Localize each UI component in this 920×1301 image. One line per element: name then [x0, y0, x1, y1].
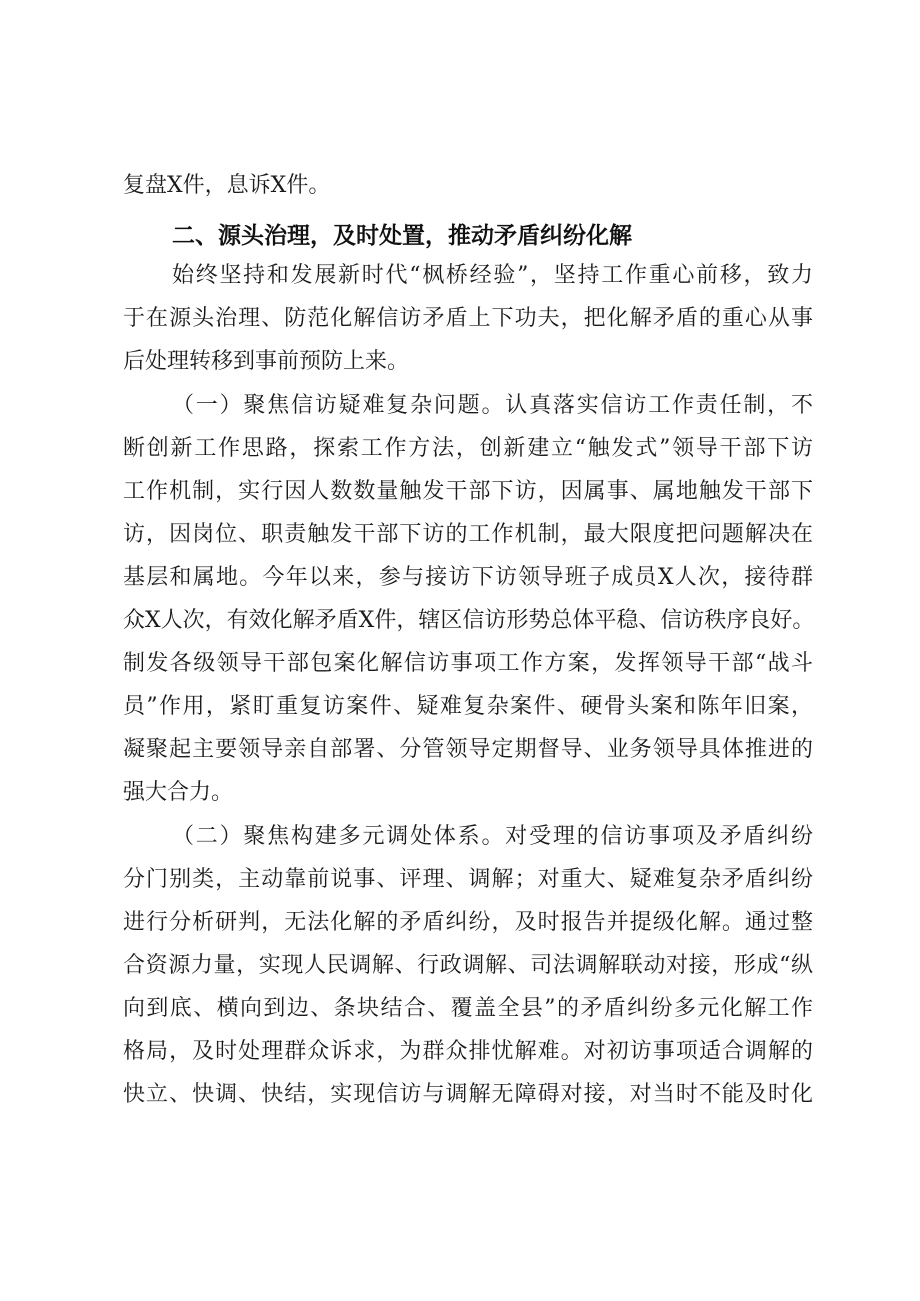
text-line: 断创新工作思路，探索工作方法，创新建立“触发式”领导干部下访: [123, 436, 813, 461]
text-line: 复盘X件，息诉X件。: [123, 173, 331, 198]
text-line: 强大合力。: [123, 780, 234, 805]
text-line: （二）聚焦构建多元调处体系。对受理的信访事项及矛盾纠纷: [172, 824, 813, 849]
text-line: 后处理转移到事前预防上来。: [123, 349, 410, 374]
text-line: 于在源头治理、防范化解信访矛盾上下功夫，把化解矛盾的重心从事: [123, 306, 813, 331]
text-line: 合资源力量，实现人民调解、行政调解、司法调解联动对接，形成“纵: [123, 953, 813, 978]
section-heading: 二、源头治理，及时处置，推动矛盾纠纷化解: [172, 223, 632, 249]
text-line: 工作机制，实行因人数数量触发干部下访，因属事、属地触发干部下: [123, 479, 813, 504]
text-line: 基层和属地。今年以来，参与接访下访领导班子成员X人次，接待群: [123, 565, 813, 590]
text-line: （一）聚焦信访疑难复杂问题。认真落实信访工作责任制，不: [172, 393, 813, 418]
text-line: 制发各级领导干部包案化解信访事项工作方案，发挥领导干部“战斗: [123, 651, 813, 676]
text-line: 分门别类，主动靠前说事、评理、调解；对重大、疑难复杂矛盾纠纷: [123, 867, 813, 892]
text-line: 始终坚持和发展新时代“枫桥经验”，坚持工作重心前移，致力: [172, 263, 813, 288]
text-line: 向到底、横向到边、条块结合、覆盖全县”的矛盾纠纷多元化解工作: [123, 996, 813, 1021]
text-line: 访，因岗位、职责触发干部下访的工作机制，最大限度把问题解决在: [123, 522, 813, 547]
text-line: 进行分析研判，无法化解的矛盾纠纷，及时报告并提级化解。通过整: [123, 910, 813, 935]
text-line: 众X人次，有效化解矛盾X件，辖区信访形势总体平稳、信访秩序良好。: [123, 608, 815, 633]
text-line: 快立、快调、快结，实现信访与调解无障碍对接，对当时不能及时化: [123, 1082, 813, 1107]
text-line: 格局，及时处理群众诉求，为群众排忧解难。对初访事项适合调解的: [123, 1039, 813, 1064]
text-line: 凝聚起主要领导亲自部署、分管领导定期督导、业务领导具体推进的: [123, 737, 813, 762]
text-line: 员”作用，紧盯重复访案件、疑难复杂案件、硬骨头案和陈年旧案，: [123, 694, 813, 719]
